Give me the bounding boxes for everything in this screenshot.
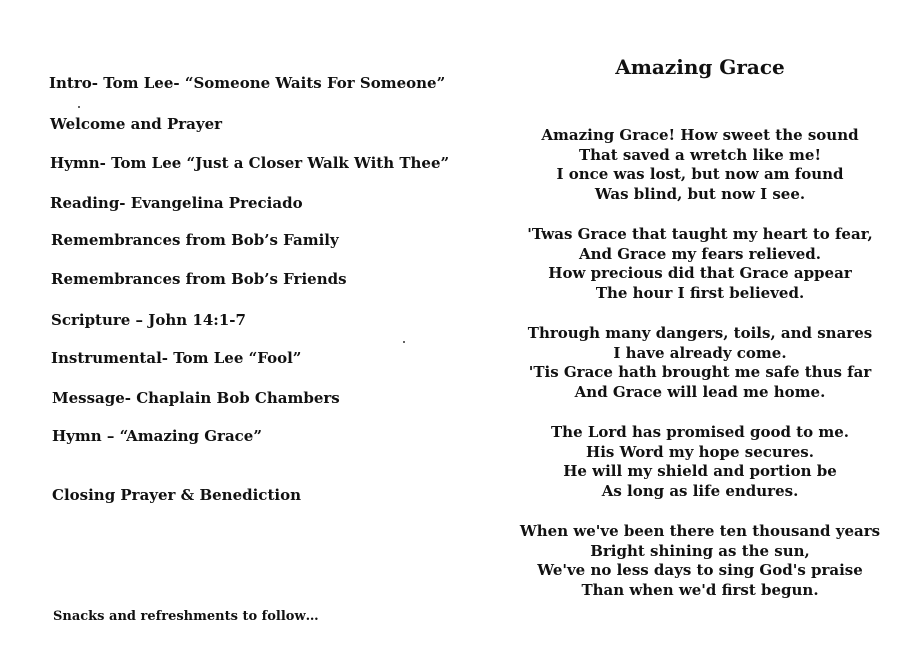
lyric-line: When we've been there ten thousand years	[519, 522, 881, 540]
program-item-scripture: Scripture – John 14:1-7	[51, 311, 246, 329]
lyric-line: His Word my hope secures.	[586, 442, 814, 461]
lyric-line: Was blind, but now I see.	[594, 185, 806, 204]
program-item-friends-remembrances: Remembrances from Bob’s Friends	[51, 270, 347, 288]
lyric-line: The Lord has promised good to me.	[551, 423, 849, 441]
lyric-line: How precious did that Grace appear	[548, 264, 852, 283]
stanza-3	[500, 324, 900, 403]
hymn-title: Amazing Grace	[615, 55, 785, 79]
program-item-intro: Intro- Tom Lee- “Someone Waits For Someone”	[49, 74, 446, 92]
lyric-line: Than when we'd first begun.	[581, 581, 819, 600]
print-speck	[78, 106, 80, 108]
lyric-line: I have already come.	[613, 343, 787, 362]
program-item-welcome: Welcome and Prayer	[50, 115, 223, 133]
program-item-closing-prayer: Closing Prayer & Benediction	[52, 486, 301, 504]
lyric-line: And Grace my fears relieved.	[578, 244, 822, 263]
program-item-hymn-closer-walk: Hymn- Tom Lee “Just a Closer Walk With Thee”	[50, 154, 450, 172]
lyric-line: I once was lost, but now am found	[556, 165, 844, 184]
lyric-line: The hour I first believed.	[595, 284, 805, 303]
program-item-instrumental: Instrumental- Tom Lee “Fool”	[51, 349, 302, 367]
lyric-line: We've no less days to sing God's praise	[537, 561, 863, 580]
lyric-line: Bright shining as the sun,	[590, 541, 810, 560]
lyric-line: That saved a wretch like me!	[578, 145, 822, 164]
print-speck	[403, 341, 405, 343]
refreshments-note: Snacks and refreshments to follow…	[53, 609, 319, 624]
program-item-hymn-amazing-grace: Hymn – “Amazing Grace”	[52, 427, 262, 445]
hymn-lyrics	[500, 0, 900, 670]
lyric-line: As long as life endures.	[601, 482, 799, 501]
lyric-line: 'Tis Grace hath brought me safe thus far	[528, 363, 872, 382]
stanza-5	[500, 522, 900, 601]
lyric-line: And Grace will lead me home.	[574, 383, 826, 402]
lyric-line: Through many dangers, toils, and snares	[527, 324, 873, 342]
lyric-line: 'Twas Grace that taught my heart to fear,	[527, 225, 873, 243]
lyric-line: He will my shield and portion be	[563, 462, 837, 481]
program-item-reading: Reading- Evangelina Preciado	[50, 194, 303, 212]
program-item-family-remembrances: Remembrances from Bob’s Family	[51, 231, 339, 249]
stanza-4	[500, 423, 900, 502]
stanza-1	[500, 126, 900, 205]
program-item-message: Message- Chaplain Bob Chambers	[52, 389, 340, 407]
lyric-line: Amazing Grace! How sweet the sound	[541, 126, 859, 144]
stanza-2	[500, 225, 900, 304]
